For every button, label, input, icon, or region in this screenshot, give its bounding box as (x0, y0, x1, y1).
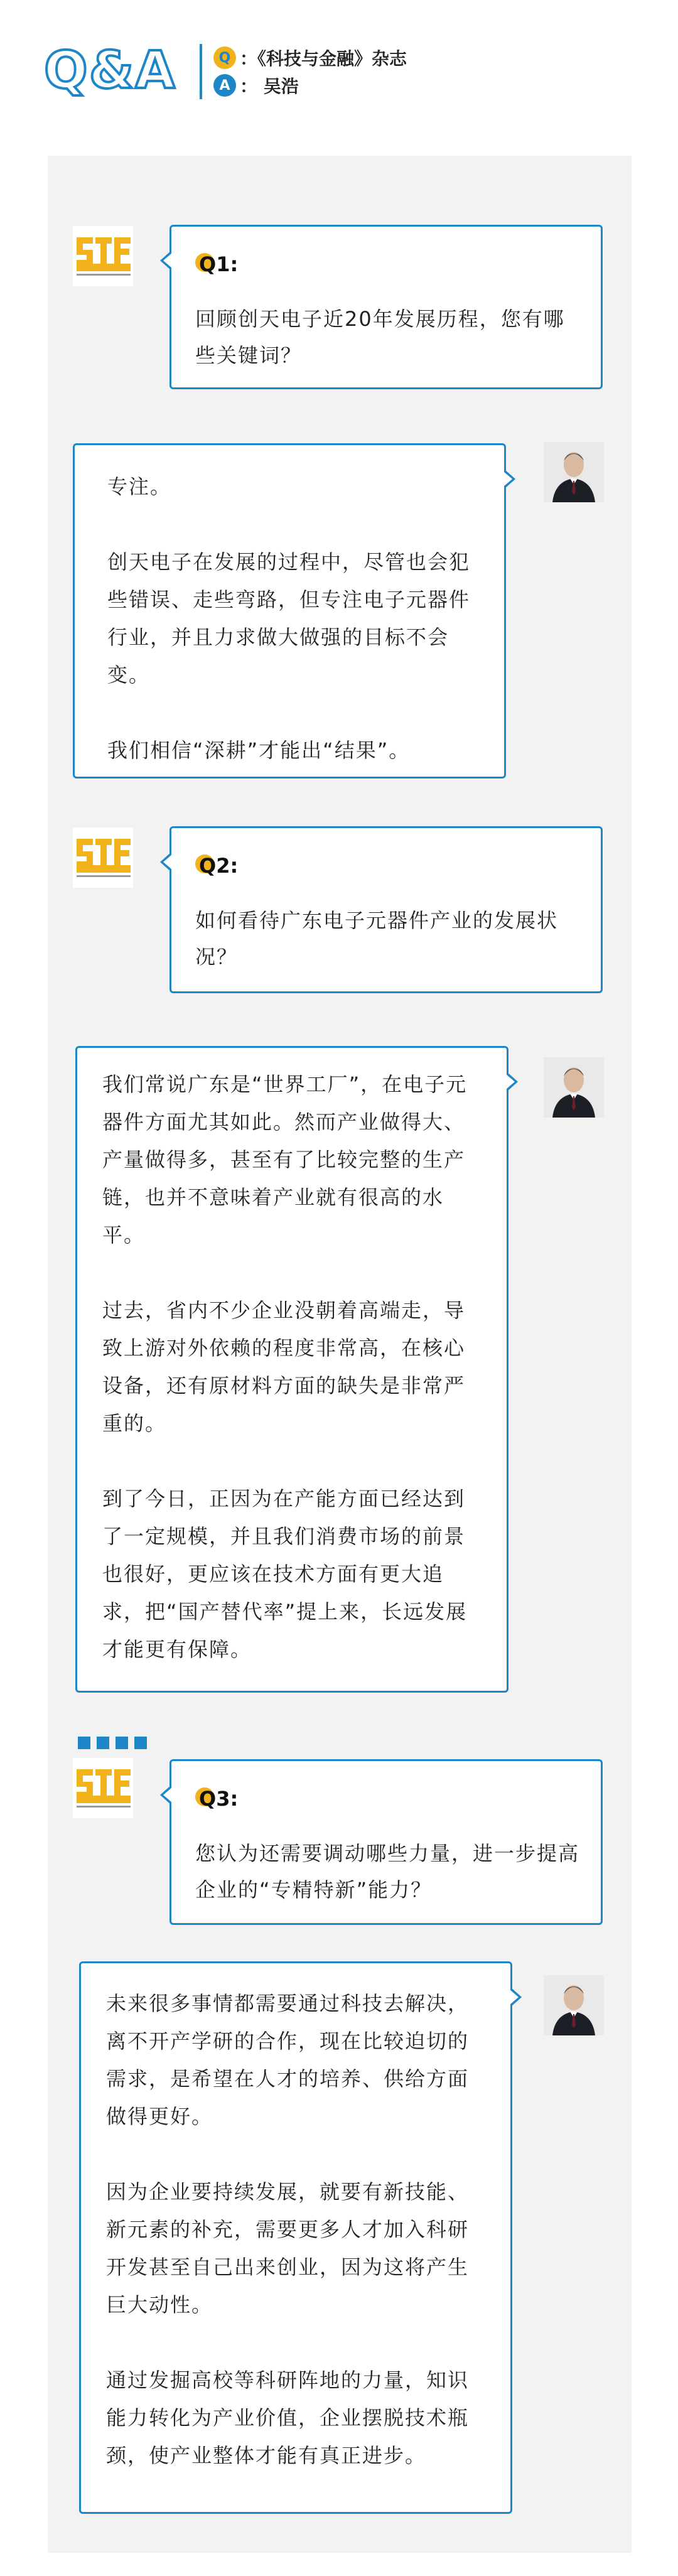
answer-paragraph: 因为企业要持续发展，就要有新技能、新元素的补充，需要更多人才加入科研开发甚至自己出来创业，因为这将产生巨大动性。 (106, 2180, 470, 2317)
divider-square (78, 1737, 90, 1749)
header-answer-line (213, 73, 299, 98)
avatar (544, 1057, 604, 1118)
bubble-tail (507, 1072, 518, 1092)
avatar (544, 1975, 604, 2035)
answer-paragraph: 专注。 (107, 475, 172, 498)
person-avatar-icon (544, 1057, 604, 1118)
person-avatar-icon (544, 442, 604, 502)
q-badge-icon: Q (213, 46, 236, 69)
answer-paragraph: 我们常说广东是“世界工厂”，在电子元器件方面尤其如此。然而产业做得大、产量做得多，甚至有了比较完整的生产链，也并不意味着产业就有很高的水平。 (102, 1072, 468, 1247)
question-text-3: 您认为还需要调动哪些力量，进一步提高企业的“专精特新”能力？ (195, 1841, 580, 1902)
divider-square (134, 1737, 147, 1749)
a-badge-icon: A (213, 74, 236, 97)
header-question-line (213, 45, 407, 70)
bubble-tail (160, 251, 171, 271)
avatar (544, 442, 604, 502)
question-text-1: 回顾创天电子近20年发展历程，您有哪些关键词？ (195, 307, 565, 367)
stf-logo-icon (73, 226, 133, 286)
header-question-source: ：《科技与金融》杂志 (240, 48, 407, 69)
bubble-tail (504, 469, 515, 489)
answer-paragraph: 过去，省内不少企业没朝着高端走，导致上游对外依赖的程度非常高，在核心设备，还有原材料方面的缺失是非常严重的。 (102, 1298, 466, 1435)
question-label-1: Q1: (195, 252, 238, 277)
answer-paragraph: 通过发掘高校等科研阵地的力量，知识能力转化为产业价值，企业摆脱技术瓶颈，使产业整体才能有真正进步。 (106, 2368, 470, 2467)
stf-logo-icon (73, 1758, 133, 1818)
question-label-3: Q3: (195, 1786, 238, 1811)
person-avatar-icon (544, 1975, 604, 2035)
question-label-2: Q2: (195, 853, 238, 878)
answer-bubble-1 (73, 443, 506, 779)
answer-bubble-2 (75, 1046, 508, 1693)
question-bubble-1 (170, 225, 603, 389)
answer-paragraph: 未来很多事情都需要通过科技去解决，离不开产学研的合作，现在比较迫切的需求，是希望在人才的培养、供给方面做得更好。 (106, 1991, 470, 2128)
answer-paragraph: 创天电子在发展的过程中，尽管也会犯些错误、走些弯路，但专注电子元器件行业，并且力求做大做强的目标不会变。 (107, 550, 471, 687)
header-divider (200, 44, 202, 99)
stf-logo-icon (73, 827, 133, 888)
question-bubble-2 (170, 826, 603, 993)
bubble-tail (160, 852, 171, 872)
divider-square (97, 1737, 109, 1749)
header-answer-person: ： 吴浩 (240, 76, 299, 97)
bubble-tail (510, 1987, 522, 2007)
answer-paragraph: 到了今日，正因为在产能方面已经达到了一定规模，并且我们消费市场的前景也很好，更应该在技术方面有更大追求，把“国产替代率”提上来，长远发展才能更有保障。 (102, 1487, 468, 1661)
question-text-2: 如何看待广东电子元器件产业的发展状况？ (195, 908, 559, 969)
qa-logo: Q&A (44, 41, 176, 100)
bubble-tail (160, 1785, 171, 1805)
answer-paragraph: 我们相信“深耕”才能出“结果”。 (107, 738, 411, 762)
answer-bubble-3 (79, 1961, 512, 2514)
divider-square (116, 1737, 128, 1749)
question-bubble-3 (170, 1759, 603, 1925)
